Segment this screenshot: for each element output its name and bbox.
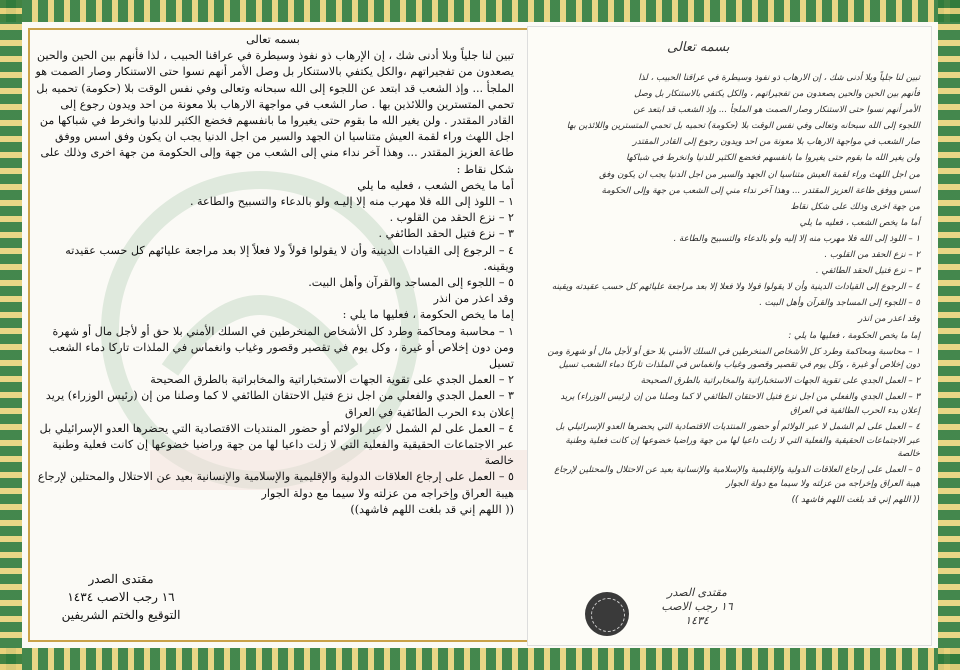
handwritten-line: ٣ – نزع فتيل الحقد الطائفي . <box>815 266 920 277</box>
typed-paragraph: إما ما يخص الحكومة ، فعليها ما يلي : <box>342 308 514 322</box>
typed-paragraph: وقد اعذر من انذر <box>433 292 514 306</box>
handwritten-line: من جهة اخرى وذلك على شكل نقاط <box>790 201 920 212</box>
handwritten-line: من اجل اللهث وراء لقمة العيش متناسيا ان الجهد والسير من اجل الدنيا يجب ان يكون وفق <box>599 169 920 180</box>
official-seal-icon <box>585 592 629 636</box>
seal-ring <box>591 598 625 632</box>
handwritten-line: ١ – اللوذ إلى الله فلا مهرب منه إلا إليه ولو بالدعاء والتسبيح والطاعة . <box>673 233 920 244</box>
handwritten-line: أما ما يخص الشعب ، فعليه ما يلي <box>799 217 920 228</box>
handwritten-signature-block <box>657 586 737 628</box>
typed-paragraph: ١ – اللوذ إلى الله فلا مهرب منه إلا إليـه ولو بالدعاء والتسبيح والطاعة . <box>189 195 514 209</box>
typed-signature-block <box>46 570 196 624</box>
signature-note: التوقيع والختم الشريفين <box>61 608 181 622</box>
typed-paragraph: ٤ – الرجوع إلى القيادات الدينية وأن لا يقولوا قولاً ولا فعلاً إلا بعد مراجعة عليائهم كل حسب عقيدته ويقينه. <box>65 243 514 273</box>
handwritten-line: ٣ – العمل الجدي والفعلي من اجل نزع فتيل الاحتقان الطائفي لا كما وصلنا من إن (رئيس الوزراء) يريد إعلان بدء الحرب الطائفية في العراق <box>560 392 920 416</box>
typed-paragraph: ٤ – العمل على لم الشمل لا عبر الولائم أو حضور المنتديات الاقتصادية التي يحضرها العدو الإسرائيلي بل عبر الاجتماعات الحقيقية والفعلية التي لا زلت داعيا لها من جهة وراضيا خضوعها إن كانت فعلية وطنية خالصة <box>39 421 514 468</box>
handwritten-line: ٢ – نزع الحقد من القلوب . <box>824 250 920 261</box>
handwritten-line: وقد اعذر من انذر <box>858 314 920 325</box>
typed-title: بسمه تعالى <box>246 33 300 46</box>
handwritten-line: ٥ – اللجوء إلى المساجد والقرآن وأهل البيت . <box>759 298 920 309</box>
handwritten-signature-name: مقتدى الصدر <box>667 586 727 599</box>
handwritten-scan <box>527 26 932 646</box>
handwritten-line: (( اللهم إني قد بلغت اللهم فاشهد )) <box>791 495 920 506</box>
handwritten-line: الأمر أنهم نسوا حتى الاستنكار وصار الصمت هو الملجأ ... وإذ الشعب قد ابتعد عن <box>633 105 920 116</box>
handwritten-line: صار الشعب في مواجهة الارهاب بلا معونة من احد ويدون رجوع إلى القادر المقتدر <box>632 137 920 148</box>
typed-paragraph: ٥ – العمل على إرجاع العلاقات الدولية والإقليمية والإسلامية والإنسانية بعيد عن الاحتلال والمحتلين لإرجاع هيبة العراق وإخراجه من عزلته ولا سيما مع دولة الجوار <box>37 470 514 500</box>
typed-paragraph: تبين لنا جلياً وبلا أدنى شك ، إن الإرهاب ذو نفوذ وسيطرة في عراقنا الحبيب ، لذا فأنهم بين الحين والحين يصعدون من تفجيراتهم ،والكل يكتفي بالاستنكار بل وصل الأمر أنهم نسوا حتى الاستنكار وصار الصمت هو الملجأ ... وإذ الشعب قد ابتعد عن اللجوء إلى الله سبحانه وتعالى وفي نفس الوقت بلا (حكومة) تحميه بل تحمي المتسترين واللائذين بها . صار الشعب في مواجهة الارهاب بلا معونة من احد ويدون رجوع إلى القادر المقتدر . ولن يغير الله ما بقوم حتى يغيروا ما بانفسهم فخضع الكثير للدنيا وانخرط في شباكها من اجل اللهث وراء لقمة العيش متناسيا ان الجهد والسير من اجل الدنيا يجب ان يكون وفق اسس ووفق طاعة العزيز المقتدر ... وهذا آخر نداء مني إلى الشعب من جهة وإلى الحكومة من جهة اخرى وذلك على شكل نقاط : <box>35 49 514 176</box>
typed-paragraph: (( اللهم إني قد بلغت اللهم فاشهد)) <box>350 502 514 516</box>
typed-paragraph: ٢ – العمل الجدي على تقوية الجهات الاستخباراتية والمخابراتية بالطرق الصحيحة <box>150 373 514 387</box>
document-content <box>22 22 938 648</box>
typed-paragraph: ٣ – نزع فتيل الحقد الطائفي . <box>378 227 514 241</box>
handwritten-line: ٤ – الرجوع إلى القيادات الدينية وأن لا يقولوا قولا ولا فعلا إلا بعد مراجعة عليائهم كل حسب عقيدته ويقينه <box>551 282 920 293</box>
handwritten-line: فأنهم بين الحين والحين يصعدون من تفجيراتهم ، والكل يكتفي بالاستنكار بل وصل <box>634 89 920 100</box>
typed-paragraph: ٣ – العمل الجدي والفعلي من اجل نزع فتيل الاحتقان الطائفي لا كما وصلنا من إن (رئيس الوزراء) يريد إعلان بدء الحرب الطائفية في العراق <box>45 389 514 419</box>
handwritten-line: ٥ – العمل على إرجاع العلاقات الدولية والإقليمية والإسلامية والإنسانية بعيد عن الاحتلال والمحتلين لإرجاع هيبة العراق وإخراجه من عزلته ولا سيما مع دولة الجوار <box>554 465 920 489</box>
handwritten-line: اللجوء إلى الله سبحانه وتعالى وفي نفس الوقت بلا (حكومة) تحميه بل تحمي المتسترين واللائذين بها <box>566 121 920 132</box>
handwritten-line: ٢ – العمل الجدي على تقوية الجهات الاستخباراتية والمخابراتية بالطرق الصحيحة <box>640 376 920 387</box>
handwritten-title: بسمه تعالى <box>667 40 730 55</box>
typed-paragraph: أما ما يخص الشعب ، فعليه ما يلي <box>357 178 514 192</box>
typed-transcript <box>32 32 514 638</box>
handwritten-line: ١ – محاسبة ومحاكمة وطرد كل الأشخاص المنخرطين في السلك الأمني بلا حق أو لأجل مال أو شهرة ومن دون إخلاص أو غيرة ، وكل يوم في تقصير وقصور وغياب وانغماس في الملذات تاركا دماء الشعب تسيل <box>547 346 920 371</box>
typed-paragraph: ١ – محاسبة ومحاكمة وطرد كل الأشخاص المنخرطين في السلك الأمني بلا حق أو لأجل مال أو شهرة ومن دون إخلاص أو غيرة ، وكل يوم في تقصير وقصور وغياب وانغماس في الملذات تاركا دماء الشعب تسيل <box>48 324 514 371</box>
typed-paragraph: ٢ – نزع الحقد من القلوب . <box>389 211 514 225</box>
handwritten-line: اسس ووفق طاعة العزيز المقتدر ... وهذا آخر نداء مني إلى الشعب من جهة وإلى الحكومة <box>601 185 920 196</box>
typed-paragraph: ٥ – اللجوء إلى المساجد والقرآن وأهل البيت. <box>308 276 514 290</box>
handwritten-line: ولن يغير الله ما بقوم حتى يغيروا ما بانفسهم فخضع الكثير للدنيا وانخرط في شباكها <box>626 153 920 164</box>
handwritten-signature-date: ١٦ رجب الاصب ١٤٣٤ <box>661 600 733 627</box>
signature-name: مقتدى الصدر <box>88 572 154 586</box>
handwritten-line: إما ما يخص الحكومة ، فعليها ما يلي : <box>788 330 920 341</box>
handwritten-body <box>541 72 920 510</box>
handwritten-line: ٤ – العمل على لم الشمل لا عبر الولائم أو حضور المنتديات الاقتصادية التي يحضرها العدو الإسرائيلي بل عبر الاجتماعات الحقيقية والفعلية التي لا زلت داعيا لها من جهة وراضيا خضوعها إن كانت فعلية وطنية خالصة <box>555 422 920 460</box>
signature-date: ١٦ رجب الاصب ١٤٣٤ <box>67 590 175 604</box>
handwritten-line: تبين لنا جلياً وبلا أدنى شك ، إن الارهاب ذو نفوذ وسيطرة في عراقنا الحبيب ، لذا <box>638 73 920 83</box>
